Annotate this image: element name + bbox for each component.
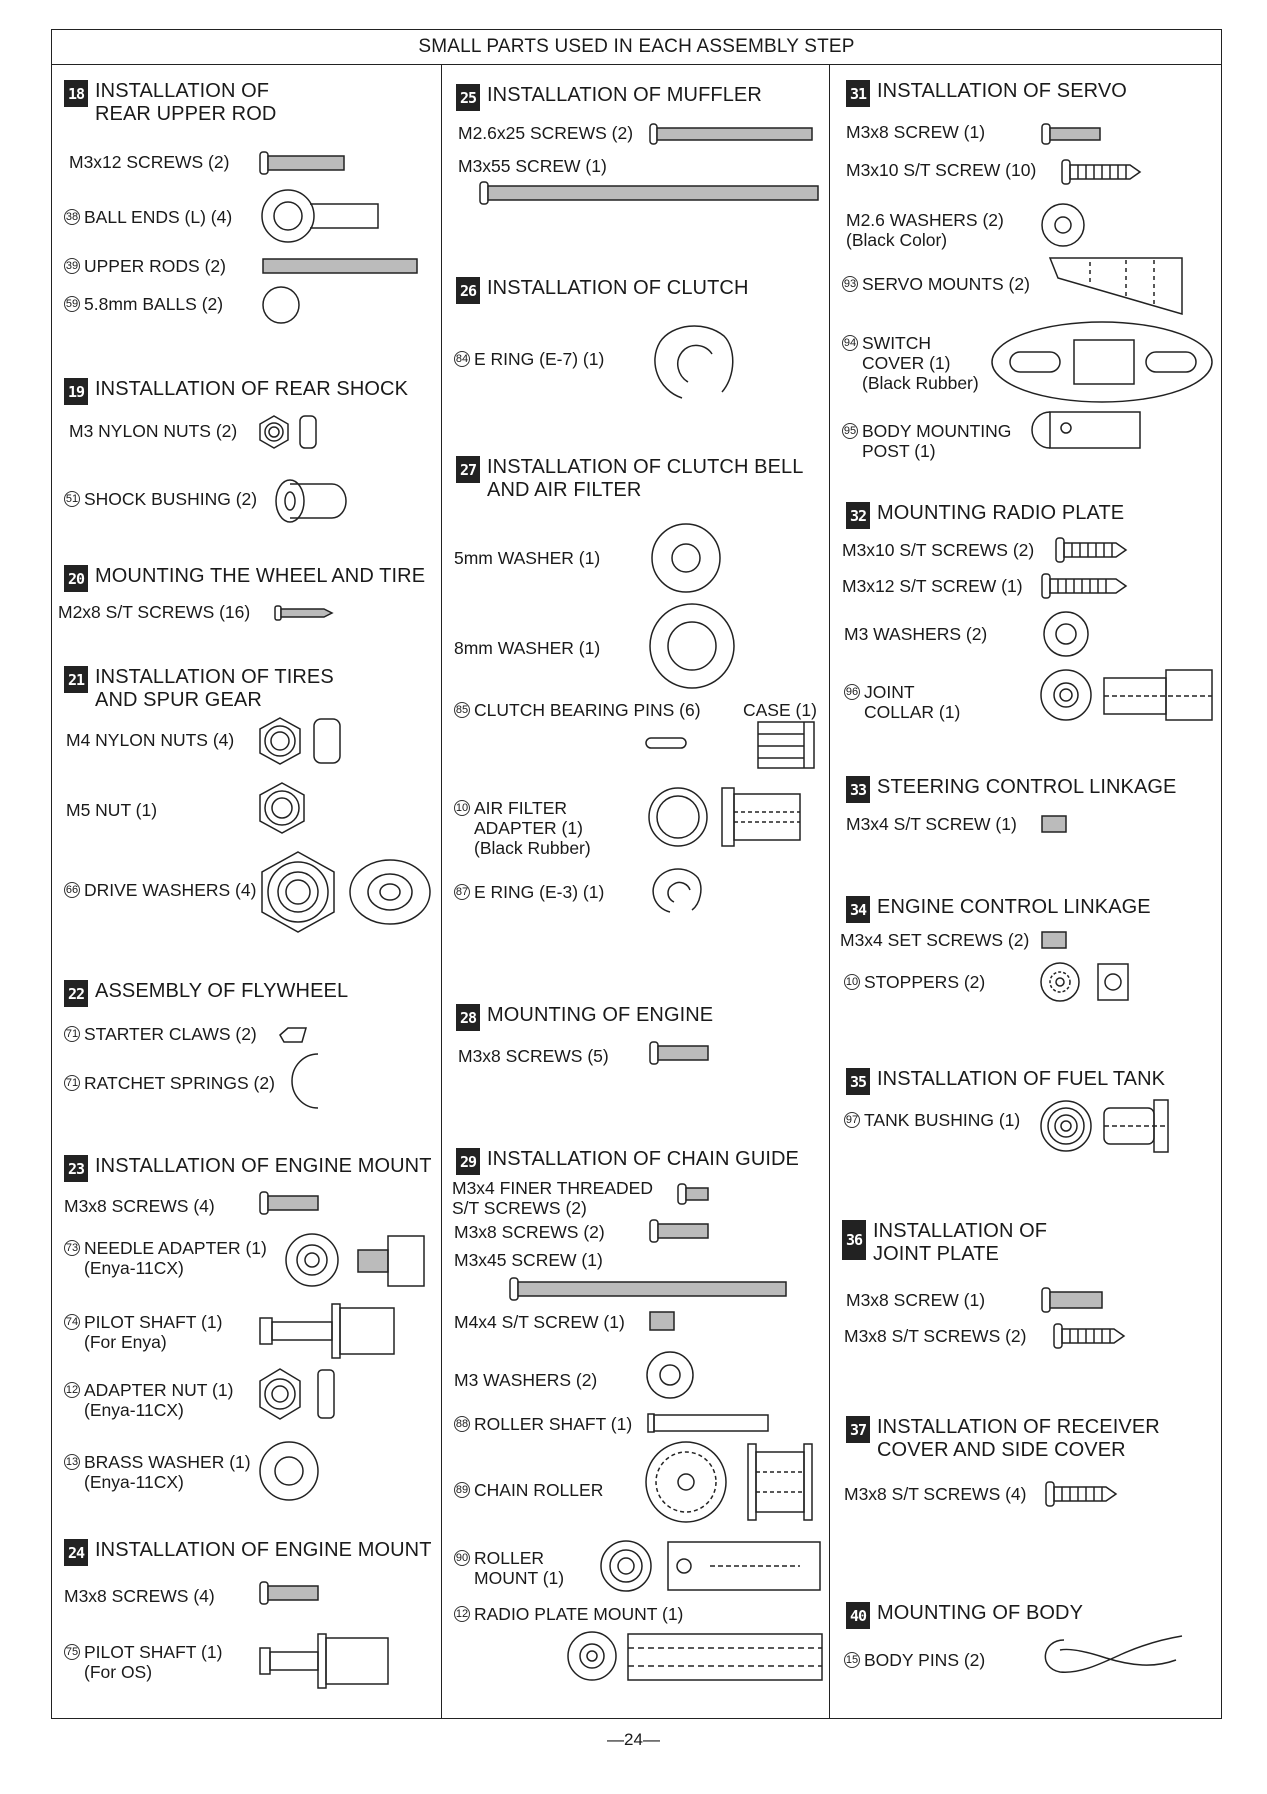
step-title: INSTALLATION OF CLUTCH BELL AND AIR FILTER xyxy=(487,456,804,501)
part-number-badge: 93 xyxy=(843,278,857,290)
column-divider-left xyxy=(441,65,442,1719)
step-number: 33 xyxy=(846,776,870,803)
ball-end-icon xyxy=(260,188,380,244)
screw-icon xyxy=(648,122,816,146)
step-number: 18 xyxy=(64,80,88,107)
part-label-row xyxy=(454,700,701,720)
step-number: 29 xyxy=(456,1148,480,1175)
part-label: BRASS WASHER (1) (Enya-11CX) xyxy=(84,1452,251,1492)
part-number-badge: 39 xyxy=(65,260,79,272)
part-label-row xyxy=(64,489,257,509)
step-31-heading xyxy=(846,80,1127,107)
step-title: MOUNTING OF BODY xyxy=(877,1602,1084,1624)
part-label: UPPER RODS (2) xyxy=(84,256,226,276)
step-32-heading xyxy=(846,502,1124,529)
part-label: M3 NYLON NUTS (2) xyxy=(69,421,238,441)
drive-washer-icon xyxy=(258,850,434,934)
part-label-row xyxy=(842,333,979,393)
air-filter-adapter-icon xyxy=(648,786,808,848)
step-number: 23 xyxy=(64,1155,88,1182)
st-screw-icon xyxy=(1052,1322,1126,1350)
part-label: M5 NUT (1) xyxy=(66,800,158,820)
part-label: 8mm WASHER (1) xyxy=(454,638,601,658)
part-label: TANK BUSHING (1) xyxy=(864,1110,1021,1130)
part-label-row xyxy=(454,798,591,858)
step-title: INSTALLATION OF ENGINE MOUNT xyxy=(95,1539,432,1561)
step-title: MOUNTING RADIO PLATE xyxy=(877,502,1125,524)
part-label: M3 WASHERS (2) xyxy=(454,1370,598,1390)
part-label: E RING (E-3) (1) xyxy=(474,882,605,902)
long-screw-icon xyxy=(478,180,822,206)
part-label: BODY PINS (2) xyxy=(864,1650,986,1670)
step-title: INSTALLATION OF REAR SHOCK xyxy=(95,378,409,400)
part-number-badge: 15 xyxy=(845,1654,859,1666)
part-number-badge: 95 xyxy=(843,425,857,437)
part-label-row xyxy=(64,1238,267,1278)
part-label: NEEDLE ADAPTER (1) (Enya-11CX) xyxy=(84,1238,267,1278)
step-19-heading xyxy=(64,378,408,405)
brass-washer-icon xyxy=(258,1440,320,1502)
part-label: M3x55 SCREW (1) xyxy=(458,156,607,176)
step-24-heading xyxy=(64,1539,432,1566)
st-screw-icon xyxy=(1054,536,1128,564)
step-number: 21 xyxy=(64,666,88,693)
part-label-row xyxy=(842,274,1030,294)
part-label-row xyxy=(64,1073,275,1093)
step-number: 25 xyxy=(456,84,480,111)
part-label: BODY MOUNTING POST (1) xyxy=(862,421,1012,461)
step-title: INSTALLATION OF JOINT PLATE xyxy=(873,1220,1048,1265)
part-label: RATCHET SPRINGS (2) xyxy=(84,1073,275,1093)
page-number: —24— xyxy=(607,1730,660,1749)
washer-icon xyxy=(645,1350,695,1400)
part-label-row xyxy=(844,1650,985,1670)
washer-icon xyxy=(1042,610,1090,658)
part-number-badge: 71 xyxy=(65,1028,79,1040)
part-label: SERVO MOUNTS (2) xyxy=(862,274,1030,294)
part-label: M3x10 S/T SCREWS (2) xyxy=(842,540,1035,560)
step-40-heading xyxy=(846,1602,1083,1629)
roller-mount-icon xyxy=(600,1538,824,1594)
switch-cover-icon xyxy=(990,320,1214,404)
part-number-badge: 94 xyxy=(843,337,857,349)
step-number: 34 xyxy=(846,896,870,923)
step-number: 36 xyxy=(842,1220,866,1260)
part-label: M3x4 FINER THREADED S/T SCREWS (2) xyxy=(452,1178,653,1218)
part-label: M3x8 SCREW (1) xyxy=(846,122,986,142)
step-title: INSTALLATION OF REAR UPPER ROD xyxy=(95,80,277,125)
case-icon xyxy=(756,720,816,770)
step-26-heading xyxy=(456,277,749,304)
part-label: M3x8 SCREWS (4) xyxy=(64,1586,215,1606)
column-divider-right xyxy=(829,65,830,1719)
pilot-shaft-icon xyxy=(258,1632,394,1690)
part-number-badge: 87 xyxy=(455,886,469,898)
step-title: INSTALLATION OF CHAIN GUIDE xyxy=(487,1148,799,1170)
step-number: 26 xyxy=(456,277,480,304)
part-label-row xyxy=(454,1604,683,1624)
step-number: 35 xyxy=(846,1068,870,1095)
part-label: E RING (E-7) (1) xyxy=(474,349,605,369)
part-number-badge: 12 xyxy=(65,1384,79,1396)
part-label: 5.8mm BALLS (2) xyxy=(84,294,224,314)
part-label-row xyxy=(454,1480,603,1500)
step-title: INSTALLATION OF TIRES AND SPUR GEAR xyxy=(95,666,334,711)
part-label-row xyxy=(64,207,232,227)
part-label: M2x8 S/T SCREWS (16) xyxy=(58,602,251,622)
ratchet-spring-icon xyxy=(292,1052,322,1110)
washer-icon xyxy=(648,602,736,690)
body-mounting-post-icon xyxy=(1036,410,1142,450)
part-label-row xyxy=(844,682,960,722)
roller-shaft-icon xyxy=(646,1412,770,1434)
nylon-nut-icon xyxy=(256,715,346,767)
step-title: INSTALLATION OF ENGINE MOUNT xyxy=(95,1155,432,1177)
upper-rod-icon xyxy=(262,258,418,274)
st-screw-icon xyxy=(1040,572,1128,600)
part-number-badge: 90 xyxy=(455,1552,469,1564)
part-number-badge: 75 xyxy=(65,1646,79,1658)
step-27-heading xyxy=(456,456,803,502)
part-label: DRIVE WASHERS (4) xyxy=(84,880,257,900)
tank-bushing-icon xyxy=(1040,1098,1172,1154)
screw-icon xyxy=(1040,122,1104,146)
shock-bushing-icon xyxy=(274,478,350,524)
step-number: 22 xyxy=(64,980,88,1007)
part-label: M3x8 S/T SCREWS (2) xyxy=(844,1326,1027,1346)
part-label: AIR FILTER ADAPTER (1) (Black Rubber) xyxy=(474,798,591,858)
step-number: 32 xyxy=(846,502,870,529)
washer-icon xyxy=(1040,202,1086,248)
m5-nut-icon xyxy=(256,780,308,836)
stopper-icon xyxy=(1040,960,1130,1004)
step-36-heading xyxy=(842,1220,1047,1266)
part-number-badge: 10 xyxy=(455,802,469,814)
adapter-nut-icon xyxy=(256,1366,340,1422)
part-label: SHOCK BUSHING (2) xyxy=(84,489,258,509)
step-22-heading xyxy=(64,980,348,1007)
part-number-badge: 88 xyxy=(455,1418,469,1430)
needle-adapter-icon xyxy=(284,1232,440,1288)
joint-collar-icon xyxy=(1040,668,1216,722)
part-label: STOPPERS (2) xyxy=(864,972,986,992)
fine-screw-icon xyxy=(676,1182,712,1206)
step-number: 28 xyxy=(456,1004,480,1031)
part-label: RADIO PLATE MOUNT (1) xyxy=(474,1604,684,1624)
step-number: 20 xyxy=(64,565,88,592)
part-label: M3x45 SCREW (1) xyxy=(454,1250,603,1270)
part-label: M3x10 S/T SCREW (10) xyxy=(846,160,1037,180)
washer-icon xyxy=(648,522,724,594)
part-label: M3x12 SCREWS (2) xyxy=(69,152,230,172)
ball-icon xyxy=(261,285,301,325)
screw-icon xyxy=(258,1580,322,1606)
part-number-badge: 13 xyxy=(65,1456,79,1468)
part-number-badge: 97 xyxy=(845,1114,859,1126)
step-title: MOUNTING THE WHEEL AND TIRE xyxy=(95,565,426,587)
part-label: CLUTCH BEARING PINS (6) xyxy=(474,700,701,720)
step-title: INSTALLATION OF MUFFLER xyxy=(487,84,762,106)
screw-icon xyxy=(1040,1286,1106,1314)
screw-icon xyxy=(258,150,348,176)
part-label-row xyxy=(64,256,226,276)
part-label: 5mm WASHER (1) xyxy=(454,548,601,568)
step-18-heading xyxy=(64,80,276,126)
step-23-heading xyxy=(64,1155,432,1182)
part-label-row xyxy=(844,1110,1020,1130)
step-29-heading xyxy=(456,1148,799,1175)
part-number-badge: 38 xyxy=(65,211,79,223)
part-label: M4x4 S/T SCREW (1) xyxy=(454,1312,625,1332)
chain-roller-icon xyxy=(644,1440,820,1524)
part-number-badge: 96 xyxy=(845,686,859,698)
long-screw-icon xyxy=(508,1276,790,1302)
part-number-badge: 12 xyxy=(455,1608,469,1620)
nylon-nut-icon xyxy=(258,414,320,450)
step-34-heading xyxy=(846,896,1151,923)
part-label: PILOT SHAFT (1) (For Enya) xyxy=(84,1312,223,1352)
set-screw-icon xyxy=(648,1310,676,1332)
part-label: M3x8 SCREWS (5) xyxy=(458,1046,609,1066)
part-label: SWITCH COVER (1) (Black Rubber) xyxy=(862,333,979,393)
step-number: 19 xyxy=(64,378,88,405)
part-label: M3x4 SET SCREWS (2) xyxy=(840,930,1030,950)
part-label-row xyxy=(454,1548,564,1588)
step-number: 40 xyxy=(846,1602,870,1629)
starter-claw-icon xyxy=(278,1026,308,1044)
part-label-row xyxy=(64,1452,251,1492)
step-21-heading xyxy=(64,666,334,712)
set-screw-icon xyxy=(1040,930,1068,950)
part-label: BALL ENDS (L) (4) xyxy=(84,207,233,227)
step-title: STEERING CONTROL LINKAGE xyxy=(877,776,1177,798)
e-ring-icon xyxy=(648,322,738,402)
part-label: CASE (1) xyxy=(743,700,817,720)
step-number: 37 xyxy=(846,1416,870,1443)
part-number-badge: 74 xyxy=(65,1316,79,1328)
part-number-badge: 84 xyxy=(455,353,469,365)
part-number-badge: 10 xyxy=(845,976,859,988)
part-label: M3x8 SCREWS (2) xyxy=(454,1222,605,1242)
part-label-row xyxy=(842,421,1011,461)
step-title: MOUNTING OF ENGINE xyxy=(487,1004,714,1026)
part-number-badge: 59 xyxy=(65,298,79,310)
screw-icon xyxy=(648,1218,712,1244)
step-20-heading xyxy=(64,565,425,592)
part-label: ROLLER MOUNT (1) xyxy=(474,1548,565,1588)
step-title: INSTALLATION OF SERVO xyxy=(877,80,1127,102)
part-label: M2.6x25 SCREWS (2) xyxy=(458,123,634,143)
part-number-badge: 73 xyxy=(65,1242,79,1254)
step-37-heading xyxy=(846,1416,1160,1462)
part-label-row xyxy=(454,882,604,902)
page-header: SMALL PARTS USED IN EACH ASSEMBLY STEP xyxy=(51,29,1222,65)
screw-icon xyxy=(258,1190,322,1216)
part-number-badge: 89 xyxy=(455,1484,469,1496)
part-number-badge: 71 xyxy=(65,1077,79,1089)
part-label: PILOT SHAFT (1) (For OS) xyxy=(84,1642,223,1682)
part-label-row xyxy=(454,1414,632,1434)
st-screw-icon xyxy=(1060,158,1142,186)
part-label-row xyxy=(64,880,256,900)
part-label-row xyxy=(64,1312,222,1352)
step-number: 31 xyxy=(846,80,870,107)
part-label: M3 WASHERS (2) xyxy=(844,624,988,644)
part-label: M3x12 S/T SCREW (1) xyxy=(842,576,1023,596)
part-label: ADAPTER NUT (1) (Enya-11CX) xyxy=(84,1380,234,1420)
pilot-shaft-icon xyxy=(258,1300,398,1362)
body-pin-icon xyxy=(1036,1632,1186,1678)
part-label: M3x4 S/T SCREW (1) xyxy=(846,814,1017,834)
part-number-badge: 66 xyxy=(65,884,79,896)
part-label: STARTER CLAWS (2) xyxy=(84,1024,257,1044)
part-label-row xyxy=(844,972,985,992)
step-title: ENGINE CONTROL LINKAGE xyxy=(877,896,1151,918)
part-number-badge: 85 xyxy=(455,704,469,716)
part-label: JOINT COLLAR (1) xyxy=(864,682,961,722)
part-label: ROLLER SHAFT (1) xyxy=(474,1414,633,1434)
part-label: M3x8 S/T SCREWS (4) xyxy=(844,1484,1027,1504)
step-title: ASSEMBLY OF FLYWHEEL xyxy=(95,980,349,1002)
part-label-row xyxy=(454,349,604,369)
step-28-heading xyxy=(456,1004,713,1031)
servo-mount-icon xyxy=(1046,256,1184,316)
st-screw-icon xyxy=(1044,1480,1118,1508)
part-label: M3x8 SCREWS (4) xyxy=(64,1196,215,1216)
step-title: INSTALLATION OF CLUTCH xyxy=(487,277,749,299)
st-screw-icon xyxy=(274,604,334,622)
part-label: CHAIN ROLLER xyxy=(474,1480,604,1500)
part-label-row xyxy=(64,1024,257,1044)
part-label-row xyxy=(64,1380,233,1420)
part-label-row xyxy=(64,294,223,314)
step-33-heading xyxy=(846,776,1177,803)
step-number: 27 xyxy=(456,456,480,483)
part-label: M4 NYLON NUTS (4) xyxy=(66,730,235,750)
step-title: INSTALLATION OF FUEL TANK xyxy=(877,1068,1166,1090)
step-35-heading xyxy=(846,1068,1165,1095)
part-label: M2.6 WASHERS (2) (Black Color) xyxy=(846,210,1004,250)
part-number-badge: 51 xyxy=(65,493,79,505)
part-label-row xyxy=(64,1642,222,1682)
step-title: INSTALLATION OF RECEIVER COVER AND SIDE COVER xyxy=(877,1416,1160,1461)
screw-icon xyxy=(648,1040,712,1066)
set-screw-icon xyxy=(1040,814,1068,834)
e-ring-icon xyxy=(648,866,704,916)
bearing-pin-icon xyxy=(644,736,688,750)
step-25-heading xyxy=(456,84,762,111)
step-number: 24 xyxy=(64,1539,88,1566)
part-label: M3x8 SCREW (1) xyxy=(846,1290,986,1310)
radio-plate-mount-icon xyxy=(566,1630,826,1684)
